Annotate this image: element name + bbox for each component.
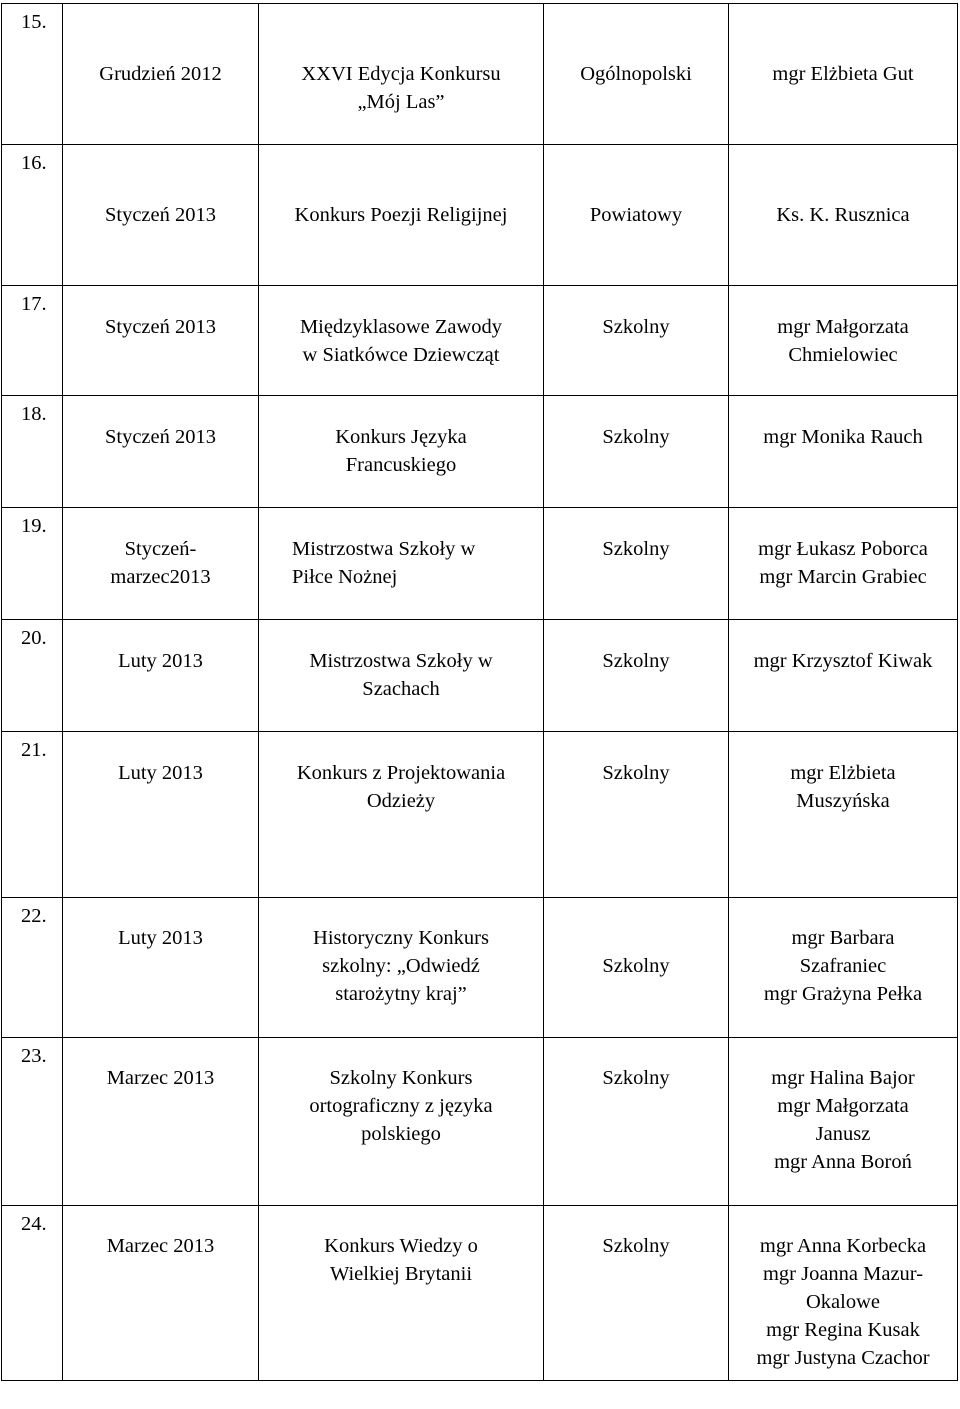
date-line: Styczeń- — [124, 538, 197, 560]
teacher-line: mgr Krzysztof Kiwak — [753, 650, 933, 672]
row-number: 16. — [2, 145, 63, 286]
row-number: 18. — [2, 396, 63, 508]
level-line: Ogólnopolski — [580, 63, 692, 85]
event-line: Wielkiej Brytanii — [329, 1263, 473, 1285]
date-line: Styczeń 2013 — [104, 426, 217, 448]
event-line: Odzieży — [366, 790, 436, 812]
date-line: Luty 2013 — [118, 650, 203, 672]
teacher-line: Chmielowiec — [788, 344, 898, 366]
date-line: Luty 2013 — [118, 762, 203, 784]
date-line: Grudzień 2012 — [99, 63, 222, 85]
date-cell — [63, 145, 259, 286]
date-cell — [63, 1038, 259, 1206]
row-number: 15. — [2, 4, 63, 145]
level-cell — [544, 1038, 729, 1206]
date-line: marzec2013 — [110, 566, 211, 588]
level-cell — [544, 898, 729, 1038]
date-cell — [63, 620, 259, 732]
table-row — [2, 145, 958, 286]
event-line: Międzyklasowe Zawody — [299, 316, 503, 338]
table-row — [2, 898, 958, 1038]
teacher-line: Ks. K. Rusznica — [776, 204, 910, 226]
event-cell — [259, 145, 544, 286]
row-number: 22. — [2, 898, 63, 1038]
table-row — [2, 732, 958, 898]
event-line: w Siatkówce Dziewcząt — [302, 344, 500, 366]
event-line: szkolny: „Odwiedź — [322, 955, 480, 977]
event-line: „Mój Las” — [357, 91, 445, 113]
event-line: XXVI Edycja Konkursu — [301, 63, 501, 85]
teacher-cell — [729, 396, 958, 508]
event-cell — [259, 4, 544, 145]
table-row — [2, 286, 958, 396]
event-line: Konkurs Poezji Religijnej — [294, 204, 508, 226]
level-cell — [544, 286, 729, 396]
row-number: 17. — [2, 286, 63, 396]
event-cell — [259, 396, 544, 508]
teacher-line: mgr Justyna Czachor — [756, 1347, 930, 1369]
teacher-line: mgr Małgorzata — [777, 316, 909, 338]
date-cell — [63, 1206, 259, 1381]
event-cell — [259, 1038, 544, 1206]
level-line: Szkolny — [602, 1235, 670, 1257]
teacher-line: mgr Anna Korbecka — [759, 1235, 927, 1257]
level-cell — [544, 1206, 729, 1381]
table-row — [2, 508, 958, 620]
date-line: Luty 2013 — [118, 927, 203, 949]
teacher-line: mgr Grażyna Pełka — [763, 983, 923, 1005]
date-line: Styczeń 2013 — [104, 204, 217, 226]
event-line: Szkolny Konkurs — [329, 1067, 473, 1089]
level-cell — [544, 620, 729, 732]
level-line: Szkolny — [602, 426, 670, 448]
teacher-cell — [729, 620, 958, 732]
teacher-line: mgr Joanna Mazur- — [762, 1263, 924, 1285]
event-line: ortograficzny z języka — [309, 1095, 493, 1117]
level-cell — [544, 732, 729, 898]
teacher-line: mgr Elżbieta — [790, 762, 896, 784]
row-number: 23. — [2, 1038, 63, 1206]
level-line: Szkolny — [602, 955, 670, 977]
teacher-line: Janusz — [815, 1123, 871, 1145]
teacher-cell — [729, 898, 958, 1038]
event-cell — [259, 286, 544, 396]
event-cell — [259, 898, 544, 1038]
event-line: Konkurs Wiedzy o — [324, 1235, 478, 1257]
event-line: Szachach — [362, 678, 440, 700]
date-cell — [63, 396, 259, 508]
date-line: Marzec 2013 — [106, 1067, 215, 1089]
event-line: starożytny kraj” — [335, 983, 467, 1005]
teacher-line: mgr Marcin Grabiec — [759, 566, 927, 588]
date-cell — [63, 898, 259, 1038]
teacher-line: Muszyńska — [796, 790, 890, 812]
event-line: polskiego — [361, 1123, 441, 1145]
event-line: Konkurs z Projektowania — [296, 762, 506, 784]
date-line: Styczeń 2013 — [104, 316, 217, 338]
teacher-line: mgr Regina Kusak — [766, 1319, 920, 1341]
teacher-cell — [729, 4, 958, 145]
teacher-line: mgr Łukasz Poborca — [758, 538, 928, 560]
level-line: Szkolny — [602, 650, 670, 672]
event-cell — [259, 620, 544, 732]
teacher-cell — [729, 286, 958, 396]
teacher-line: mgr Elżbieta Gut — [772, 63, 914, 85]
teacher-cell — [729, 508, 958, 620]
row-number: 21. — [2, 732, 63, 898]
date-cell — [63, 732, 259, 898]
table-row — [2, 4, 958, 145]
table-row — [2, 396, 958, 508]
row-number: 24. — [2, 1206, 63, 1381]
level-line: Szkolny — [602, 762, 670, 784]
contest-table — [1, 3, 958, 1381]
level-cell — [544, 508, 729, 620]
event-line: Konkurs Języka — [335, 426, 467, 448]
table-row — [2, 1206, 958, 1381]
date-line: Marzec 2013 — [106, 1235, 215, 1257]
level-cell — [544, 396, 729, 508]
date-cell — [63, 286, 259, 396]
level-line: Powiatowy — [589, 204, 683, 226]
event-cell — [259, 732, 544, 898]
teacher-line: Okalowe — [805, 1291, 880, 1313]
event-cell — [259, 508, 544, 620]
teacher-line: mgr Halina Bajor — [771, 1067, 915, 1089]
row-number: 19. — [2, 508, 63, 620]
teacher-cell — [729, 1038, 958, 1206]
event-line: Piłce Nożnej — [292, 566, 398, 588]
teacher-line: mgr Małgorzata — [777, 1095, 909, 1117]
level-line: Szkolny — [602, 1067, 670, 1089]
level-cell — [544, 4, 729, 145]
event-line: Mistrzostwa Szkoły w — [309, 650, 493, 672]
teacher-cell — [729, 732, 958, 898]
row-number: 20. — [2, 620, 63, 732]
teacher-line: Szafraniec — [799, 955, 887, 977]
level-line: Szkolny — [602, 538, 670, 560]
table-row — [2, 620, 958, 732]
teacher-line: mgr Monika Rauch — [763, 426, 923, 448]
table-row — [2, 1038, 958, 1206]
teacher-line: mgr Anna Boroń — [774, 1151, 912, 1173]
teacher-line: mgr Barbara — [791, 927, 895, 949]
teacher-cell — [729, 1206, 958, 1381]
level-cell — [544, 145, 729, 286]
event-line: Mistrzostwa Szkoły w — [292, 538, 476, 560]
event-line: Historyczny Konkurs — [313, 927, 489, 949]
event-cell — [259, 1206, 544, 1381]
date-cell — [63, 508, 259, 620]
event-line: Francuskiego — [345, 454, 457, 476]
level-line: Szkolny — [602, 316, 670, 338]
teacher-cell — [729, 145, 958, 286]
date-cell — [63, 4, 259, 145]
